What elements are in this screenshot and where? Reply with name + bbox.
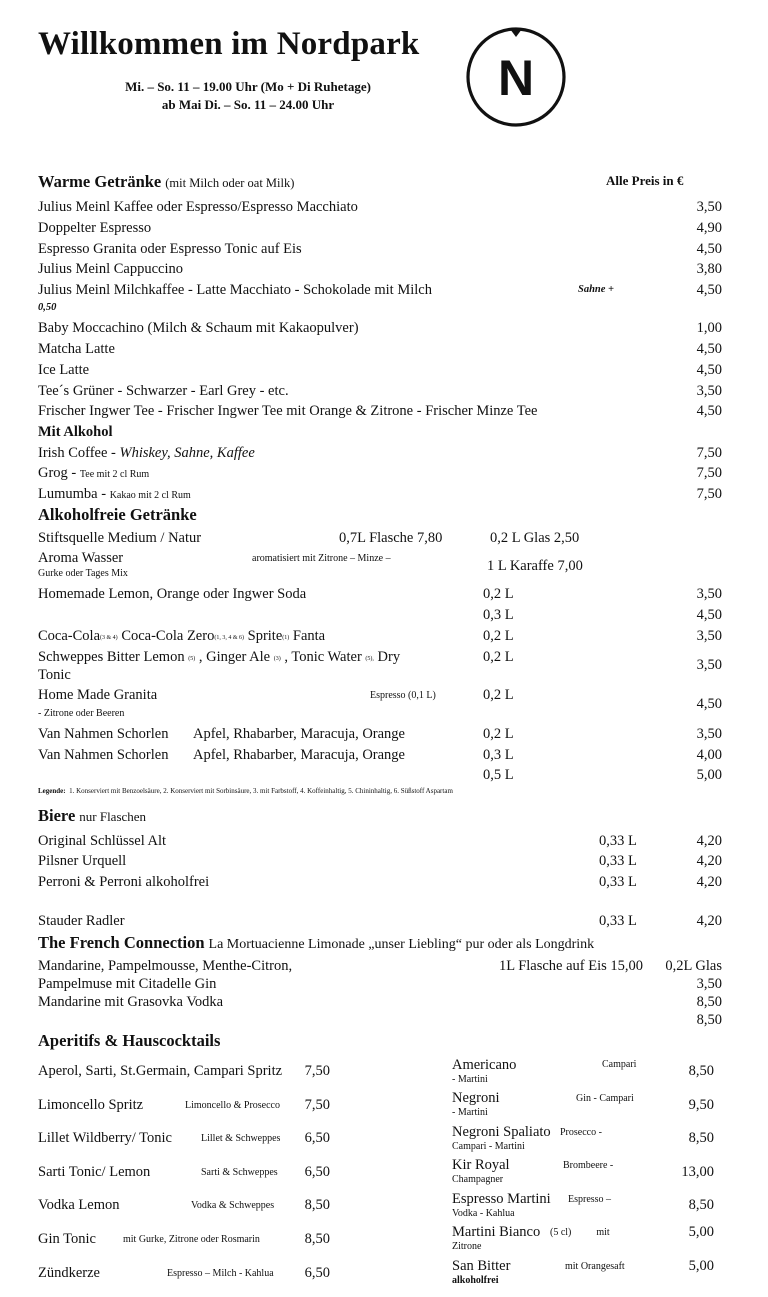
menu-item-price: 9,50: [688, 1097, 714, 1113]
menu-item-desc: mit Orangesaft: [565, 1261, 625, 1272]
section-title-aperitifs: Aperitifs & Hauscocktails: [38, 1031, 221, 1050]
menu-item-name: Kir Royal: [452, 1157, 510, 1173]
menu-item-desc: Sarti & Schweppes: [201, 1167, 278, 1178]
menu-item-price: 4,20: [696, 853, 722, 869]
glass-label: 0,2L Glas: [665, 958, 722, 974]
menu-item-price: 7,50: [304, 1097, 330, 1113]
opening-hours-line1: Mi. – So. 11 – 19.00 Uhr (Mo + Di Ruhetage): [125, 79, 371, 94]
menu-item-price: 8,50: [696, 994, 722, 1010]
size: 0,2 L: [483, 649, 514, 665]
section-title-alkoholfrei: Alkoholfreie Getränke: [38, 505, 197, 524]
menu-item-desc: Espresso –: [568, 1194, 612, 1205]
menu-item-price: 4,50: [696, 362, 722, 378]
menu-item-name: Negroni: [452, 1090, 500, 1106]
menu-item-name: Aperol, Sarti, St.Germain, Campari Spritz: [38, 1063, 283, 1079]
glass-price: 0,2 L Glas 2,50: [490, 530, 580, 546]
price-note: Alle Preis in €: [606, 173, 684, 188]
menu-item-desc: - Zitrone oder Beeren: [38, 708, 125, 719]
section-subtitle: La Mortuacienne Limonade „unser Liebling“ pur oder als Longdrink: [208, 937, 595, 952]
menu-item-name: Frischer Ingwer Tee - Frischer Ingwer Tee mit Orange & Zitrone - Frischer Minze Tee: [38, 403, 538, 419]
menu-item-name: Espresso Granita oder Espresso Tonic auf Eis: [38, 241, 302, 257]
menu-item-price: 4,20: [696, 833, 722, 849]
menu-item-desc: Vodka - Kahlua: [452, 1208, 515, 1219]
menu-item-name: San Bitter: [452, 1258, 511, 1274]
menu-item-price: 7,50: [304, 1063, 330, 1079]
section-warm-header: [38, 172, 294, 192]
menu-item-name: Limoncello Spritz: [38, 1097, 144, 1113]
size: 0,2 L: [483, 628, 514, 644]
menu-item-name: Zündkerze: [38, 1265, 100, 1281]
menu-item-price: 6,50: [304, 1164, 330, 1180]
menu-item-price: 4,00: [696, 747, 722, 763]
menu-item-desc: Zitrone: [452, 1241, 482, 1252]
size: 0,2 L: [483, 586, 514, 602]
menu-item-price: 5,00: [688, 1258, 714, 1274]
menu-item-name: Perroni & Perroni alkoholfrei: [38, 874, 210, 890]
menu-item-name: Pampelmuse mit Citadelle Gin: [38, 976, 217, 992]
menu-item-name: Homemade Lemon, Orange oder Ingwer Soda: [38, 586, 307, 602]
nordpark-logo: [465, 26, 567, 128]
menu-item-desc: Prosecco -: [560, 1127, 602, 1138]
menu-item-price: 7,50: [696, 465, 722, 481]
logo-letter: N: [497, 50, 535, 106]
menu-item-price: 4,20: [696, 874, 722, 890]
menu-item-price: 3,50: [696, 199, 722, 215]
menu-item-desc: Tee mit 2 cl Rum: [79, 469, 150, 480]
section-title: The French Connection: [38, 933, 205, 952]
menu-item-price: 3,50: [696, 586, 722, 602]
menu-item-name: Sarti Tonic/ Lemon: [38, 1164, 151, 1180]
section-subtitle: nur Flaschen: [79, 809, 147, 824]
menu-item-name: Grog -: [38, 465, 80, 481]
menu-item-schweppes: Schweppes Bitter Lemon (5) , Ginger Ale (3) , Tonic Water (5), Dry: [38, 649, 401, 665]
menu-item-name: Julius Meinl Cappuccino: [38, 261, 183, 277]
menu-item-price: 4,50: [696, 241, 722, 257]
size: 0,5 L: [483, 767, 514, 783]
menu-item-desc: Vodka & Schweppes: [191, 1200, 275, 1211]
bottle-price: 1L Flasche auf Eis 15,00: [499, 958, 644, 974]
menu-item-price: 6,50: [304, 1130, 330, 1146]
menu-item-name: Aroma Wasser: [38, 550, 124, 566]
menu-item-desc: (5 cl) mit: [550, 1227, 610, 1238]
menu-item-name: Julius Meinl Kaffee oder Espresso/Espresso Macchiato: [38, 199, 358, 215]
menu-item-price: 4,50: [696, 341, 722, 357]
menu-item-name: Americano: [452, 1057, 517, 1073]
size: 0,33 L: [599, 874, 637, 890]
menu-item-price: 4,50: [696, 607, 722, 623]
menu-item-price: 3,50: [696, 726, 722, 742]
size: 0,2 L: [483, 726, 514, 742]
legend: [38, 787, 453, 796]
section-french-header: [38, 933, 594, 953]
menu-item-name: Lillet Wildberry/ Tonic: [38, 1130, 172, 1146]
menu-item-desc: Limoncello & Prosecco: [185, 1100, 280, 1111]
menu-item-desc: Espresso – Milch - Kahlua: [167, 1268, 274, 1279]
menu-item-lumumba: [38, 485, 191, 503]
menu-item-price: 3,50: [696, 976, 722, 992]
sahne-price: 0,50: [38, 302, 57, 313]
section-title: Biere: [38, 806, 76, 825]
menu-item-name: Ice Latte: [38, 362, 90, 378]
menu-item-price: 4,50: [696, 403, 722, 419]
size: 0,3 L: [483, 747, 514, 763]
menu-item-desc: Brombeere -: [563, 1160, 614, 1171]
menu-item-name: Pilsner Urquell: [38, 853, 127, 869]
menu-item-price: 4,20: [696, 913, 722, 929]
legend-label: Legende:: [38, 787, 66, 795]
menu-item-desc: Campari: [602, 1059, 637, 1070]
menu-item-name: Julius Meinl Milchkaffee - Latte Macchiato - Schokolade mit Milch: [38, 282, 432, 298]
opening-hours-line2: ab Mai Di. – So. 11 – 24.00 Uhr: [161, 97, 335, 112]
size: 0,3 L: [483, 607, 514, 623]
menu-item-desc: mit Gurke, Zitrone oder Rosmarin: [123, 1234, 260, 1245]
menu-item-price: 1,00: [696, 320, 722, 336]
menu-item-name: Negroni Spaliato: [452, 1124, 551, 1140]
menu-item-name: Espresso Martini: [452, 1191, 551, 1207]
menu-item-name: Original Schlüssel Alt: [38, 833, 167, 849]
section-biere-header: [38, 806, 146, 826]
menu-item-desc: Champagner: [452, 1174, 504, 1185]
menu-item-price: 3,50: [696, 628, 722, 644]
menu-item-price: 8,50: [696, 1012, 722, 1028]
menu-item-price: 4,50: [696, 282, 722, 298]
menu-item-name: Mandarine mit Grasovka Vodka: [38, 994, 224, 1010]
menu-item-name: Vodka Lemon: [38, 1197, 120, 1213]
menu-item-name: Home Made Granita: [38, 687, 158, 703]
menu-item-name: Mandarine, Pampelmousse, Menthe-Citron,: [38, 958, 293, 974]
size: 0,33 L: [599, 913, 637, 929]
menu-item-desc: Gin - Campari: [576, 1093, 634, 1104]
sahne-label: Sahne +: [578, 284, 615, 295]
subsection-title-alkohol: Mit Alkohol: [38, 424, 113, 440]
menu-item-name: Stauder Radler: [38, 913, 125, 929]
menu-item-price: 8,50: [688, 1063, 714, 1079]
size: 0,2 L: [483, 687, 514, 703]
menu-item-price: 3,80: [696, 261, 722, 277]
menu-item-cola: Coca-Cola(3 & 4) Coca-Cola Zero(1, 3, 4 & 6) Sprite(1) Fanta: [38, 628, 326, 644]
menu-item-name: Van Nahmen Schorlen: [38, 747, 169, 763]
menu-item-price: 5,00: [688, 1224, 714, 1240]
menu-item-name: Baby Moccachino (Milch & Schaum mit Kakaopulver): [38, 320, 359, 336]
menu-item-price: 4,90: [696, 220, 722, 236]
menu-item-price: 8,50: [304, 1197, 330, 1213]
menu-item-desc: aromatisiert mit Zitrone – Minze –: [252, 553, 391, 564]
size: 0,33 L: [599, 833, 637, 849]
menu-item-name: Irish Coffee -: [38, 445, 120, 461]
menu-item-name: Lumumba -: [38, 486, 110, 502]
menu-item-price: 7,50: [696, 486, 722, 502]
size: 0,33 L: [599, 853, 637, 869]
menu-item-name: Stiftsquelle Medium / Natur: [38, 530, 202, 546]
menu-item-desc: Apfel, Rhabarber, Maracuja, Orange: [193, 726, 405, 742]
section-subtitle: (mit Milch oder oat Milk): [165, 176, 295, 190]
menu-item-irish-coffee: [38, 444, 255, 462]
menu-item-name: Tee´s Grüner - Schwarzer - Earl Grey - etc.: [38, 383, 289, 399]
menu-item-desc: Apfel, Rhabarber, Maracuja, Orange: [193, 747, 405, 763]
menu-item-desc: Kakao mit 2 cl Rum: [109, 490, 191, 501]
karaffe-price: 1 L Karaffe 7,00: [487, 558, 583, 574]
menu-item-name: Doppelter Espresso: [38, 220, 152, 236]
menu-item-name: Matcha Latte: [38, 341, 115, 357]
menu-item-price: 5,00: [696, 767, 722, 783]
menu-item-name: Martini Bianco: [452, 1224, 541, 1240]
menu-item-name: Van Nahmen Schorlen: [38, 726, 169, 742]
menu-item-desc: - Martini: [452, 1074, 488, 1085]
menu-item-desc: Whiskey, Sahne, Kaffee: [119, 445, 255, 461]
menu-item-desc: alkoholfrei: [452, 1275, 499, 1286]
menu-item-desc: Espresso (0,1 L): [370, 690, 436, 701]
menu-item-price: 6,50: [304, 1265, 330, 1281]
menu-item-price: 3,50: [696, 383, 722, 399]
page-title: Willkommen im Nordpark: [38, 26, 420, 62]
menu-item-name-cont: Tonic: [38, 667, 71, 683]
menu-item-price: 8,50: [688, 1130, 714, 1146]
menu-item-desc: Gurke oder Tages Mix: [38, 568, 128, 579]
menu-item-price: 13,00: [681, 1164, 714, 1180]
menu-item-desc: Campari - Martini: [452, 1141, 525, 1152]
menu-item-desc: - Martini: [452, 1107, 488, 1118]
bottle-price: 0,7L Flasche 7,80: [339, 530, 443, 546]
menu-item-name: Gin Tonic: [38, 1231, 96, 1247]
menu-item-price: 8,50: [688, 1197, 714, 1213]
menu-item-desc: Lillet & Schweppes: [201, 1133, 281, 1144]
section-title: Warme Getränke: [38, 172, 162, 191]
menu-item-price: 3,50: [696, 657, 722, 673]
menu-item-grog: [38, 464, 149, 482]
legend-text: 1. Konserviert mit Benzoelsäure, 2. Konserviert mit Sorbinsäure, 3. mit Farbstoff, 4. Koffeinhaltig, 5. Chininhaltig, 6. Süßstoff Aspartam: [69, 787, 453, 795]
menu-item-price: 7,50: [696, 445, 722, 461]
menu-item-price: 4,50: [696, 696, 722, 712]
menu-item-price: 8,50: [304, 1231, 330, 1247]
